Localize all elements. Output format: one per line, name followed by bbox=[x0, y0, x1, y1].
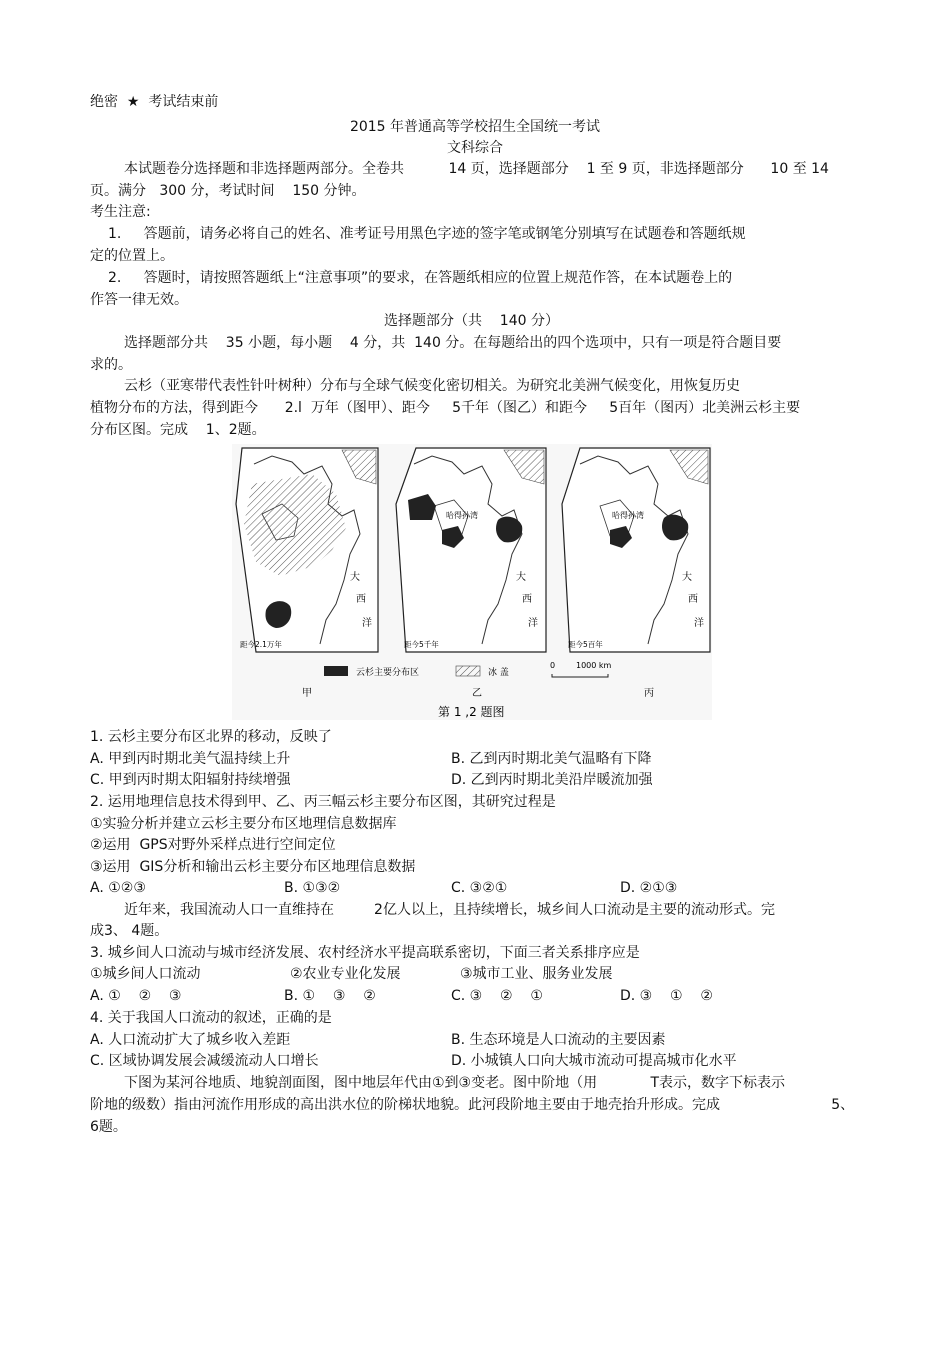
intro-line-1: 本试题卷分选择题和非选择题两部分。全卷共 14 页，选择题部分 1 至 9 页，非选择题部分 10 至 14 bbox=[124, 161, 829, 177]
q1-stem: 1. 云杉主要分布区北界的移动，反映了 bbox=[90, 729, 332, 745]
passage-1-line-3: 分布区图。完成 1、2题。 bbox=[90, 422, 266, 438]
q3-option-b: B. ① ③ ② bbox=[284, 988, 376, 1004]
q1-option-d: D. 乙到丙时期北美沿岸暖流加强 bbox=[451, 772, 653, 788]
map-bing-ocean-2: 西 bbox=[688, 594, 698, 605]
q2-statement-2: ②运用 GPS对野外采样点进行空间定位 bbox=[90, 837, 336, 853]
passage-2-line-1: 近年来，我国流动人口一直维持在 2亿人以上，且持续增长，城乡间人口流动是主要的流动形式。完 bbox=[124, 902, 775, 918]
map-bing-corner-label: 距今5百年 bbox=[568, 640, 603, 649]
passage-2-line-2: 成3、 4题。 bbox=[90, 923, 169, 939]
q2-option-d: D. ②①③ bbox=[620, 880, 678, 896]
figure-svg bbox=[232, 444, 712, 720]
q2-stem: 2. 运用地理信息技术得到甲、乙、丙三幅云杉主要分布区图，其研究过程是 bbox=[90, 794, 556, 810]
legend-spruce-swatch bbox=[324, 666, 348, 676]
section-desc-line-1: 选择题部分共 35 小题，每小题 4 分，共 140 分。在每题给出的四个选项中，只有一项是符合题目要 bbox=[124, 335, 782, 351]
map-bing-bay-label: 哈得孙湾 bbox=[612, 511, 644, 520]
map-jia-corner-label: 距今2.1万年 bbox=[240, 640, 282, 649]
legend-ice-swatch bbox=[456, 666, 480, 676]
q4-option-b: B. 生态环境是人口流动的主要因素 bbox=[451, 1032, 666, 1048]
map-yi-ocean-3: 洋 bbox=[528, 618, 538, 629]
q1-option-c: C. 甲到丙时期太阳辐射持续增强 bbox=[90, 772, 291, 788]
q3-option-a: A. ① ② ③ bbox=[90, 988, 182, 1004]
map-name-bing: 丙 bbox=[644, 688, 654, 699]
q2-statement-1: ①实验分析并建立云杉主要分布区地理信息数据库 bbox=[90, 816, 397, 832]
q4-option-d: D. 小城镇人口向大城市流动可提高城市化水平 bbox=[451, 1053, 737, 1069]
q1-option-a: A. 甲到丙时期北美气温持续上升 bbox=[90, 751, 291, 767]
map-bing-ocean-3: 洋 bbox=[694, 618, 704, 629]
figure-caption: 第 1 ,2 题图 bbox=[438, 705, 505, 719]
passage-1-line-2: 植物分布的方法，得到距今 2.l 万年（图甲）、距今 5千年（图乙）和距今 5百年（图丙）北美洲云杉主要 bbox=[90, 400, 801, 416]
q4-option-a: A. 人口流动扩大了城乡收入差距 bbox=[90, 1032, 291, 1048]
map-name-yi: 乙 bbox=[472, 688, 482, 699]
map-bing-ocean-1: 大 bbox=[682, 572, 692, 583]
section-desc-line-2: 求的。 bbox=[90, 357, 132, 373]
q2-option-c: C. ③②① bbox=[451, 880, 508, 896]
notice-heading: 考生注意: bbox=[90, 204, 151, 220]
map-jia bbox=[236, 448, 378, 652]
scale-zero-label: 0 bbox=[550, 661, 556, 670]
q2-option-a: A. ①②③ bbox=[90, 880, 146, 896]
q3-statement-3: ③城市工业、服务业发展 bbox=[460, 966, 613, 982]
passage-1-line-1: 云杉（亚寒带代表性针叶树种）分布与全球气候变化密切相关。为研究北美洲气候变化，用恢复历史 bbox=[124, 378, 740, 394]
map-jia-ocean-3: 洋 bbox=[362, 618, 372, 629]
q2-statement-3: ③运用 GIS分析和输出云杉主要分布区地理信息数据 bbox=[90, 859, 416, 875]
q1-option-b: B. 乙到丙时期北美气温略有下降 bbox=[451, 751, 652, 767]
map-yi-ocean-2: 西 bbox=[522, 594, 532, 605]
map-yi-bay-label: 哈得孙湾 bbox=[446, 511, 478, 520]
notice-item-1-line-2: 定的位置上。 bbox=[90, 248, 174, 264]
notice-item-2-line-2: 作答一律无效。 bbox=[90, 292, 188, 308]
passage-3-line-3: 6题。 bbox=[90, 1119, 127, 1135]
map-yi bbox=[396, 448, 546, 652]
scale-km-label: 1000 km bbox=[576, 661, 612, 670]
spruce-distribution-figure bbox=[232, 444, 712, 720]
map-yi-corner-label: 距今5千年 bbox=[404, 640, 439, 649]
q4-option-c: C. 区域协调发展会减缓流动人口增长 bbox=[90, 1053, 319, 1069]
q3-stem: 3. 城乡间人口流动与城市经济发展、农村经济水平提高联系密切，下面三者关系排序应是 bbox=[90, 945, 640, 961]
map-jia-ocean-2: 西 bbox=[356, 594, 366, 605]
q3-statement-1: ①城乡间人口流动 bbox=[90, 966, 201, 982]
q3-statement-2: ②农业专业化发展 bbox=[290, 966, 401, 982]
legend-ice-label: 冰 盖 bbox=[488, 668, 509, 678]
legend-spruce-label: 云杉主要分布区 bbox=[356, 668, 420, 678]
notice-item-2-line-1: 2. 答题时，请按照答题纸上“注意事项”的要求，在答题纸相应的位置上规范作答，在本试题卷上的 bbox=[108, 270, 733, 286]
section-heading: 选择题部分（共 140 分） bbox=[384, 313, 559, 329]
exam-title: 2015 年普通高等学校招生全国统一考试 bbox=[349, 119, 601, 135]
q2-option-b: B. ①③② bbox=[284, 880, 341, 896]
secret-label: 绝密 ★ 考试结束前 bbox=[90, 94, 219, 110]
q3-option-d: D. ③ ① ② bbox=[620, 988, 713, 1004]
passage-3-line-1: 下图为某河谷地质、地貌剖面图，图中地层年代由①到③变老。图中阶地（用 T表示，数字下标表示 bbox=[124, 1075, 786, 1091]
subject-title: 文科综合 bbox=[447, 140, 503, 156]
q4-stem: 4. 关于我国人口流动的叙述，正确的是 bbox=[90, 1010, 332, 1026]
map-bing bbox=[562, 448, 710, 652]
map-name-jia: 甲 bbox=[302, 688, 312, 699]
q3-option-c: C. ③ ② ① bbox=[451, 988, 543, 1004]
intro-line-2: 页。满分 300 分，考试时间 150 分钟。 bbox=[90, 183, 366, 199]
passage-3-line-2: 阶地的级数）指由河流作用形成的高出洪水位的阶梯状地貌。此河段阶地主要由于地壳抬升形成。完成 5、 bbox=[90, 1097, 855, 1113]
notice-item-1-line-1: 1. 答题前，请务必将自己的姓名、准考证号用黑色字迹的签字笔或钢笔分别填写在试题卷和答题纸规 bbox=[108, 226, 746, 242]
map-yi-ocean-1: 大 bbox=[516, 572, 526, 583]
map-jia-ocean-1: 大 bbox=[350, 572, 360, 583]
